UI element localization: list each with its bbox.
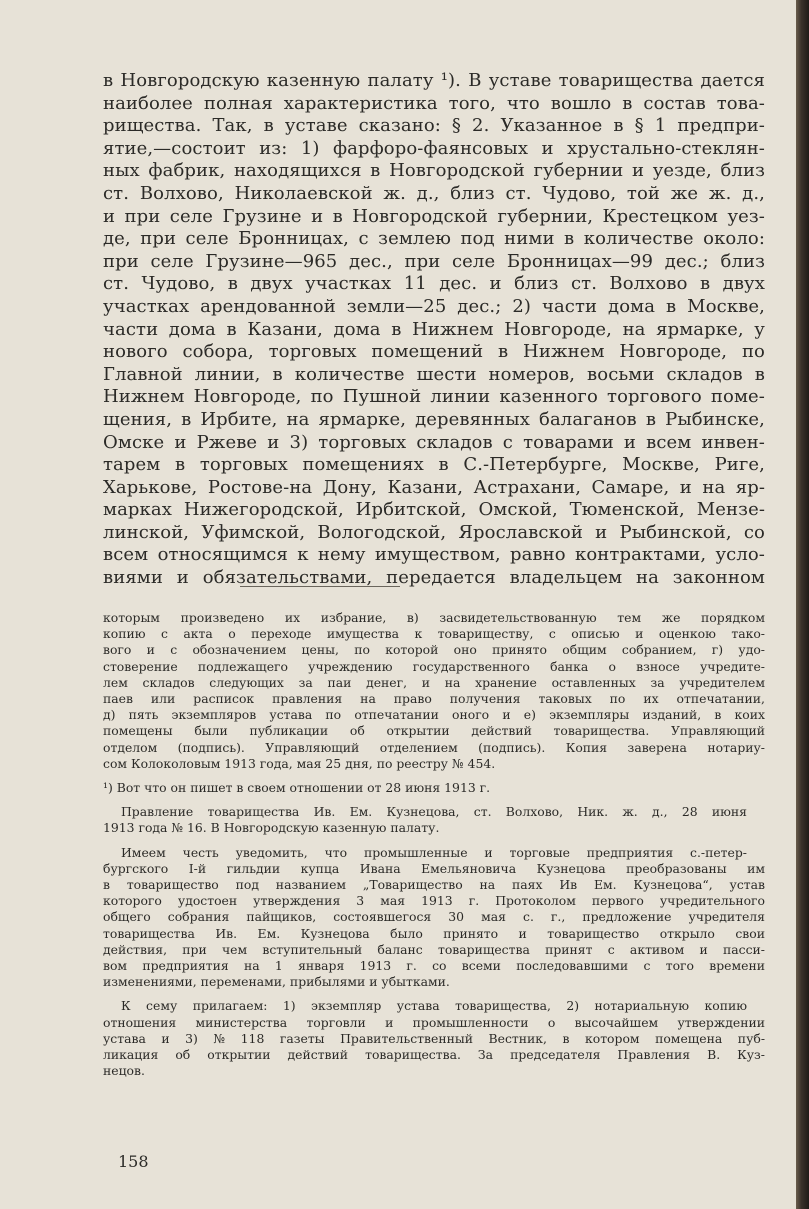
footnote-line: 1913 года № 16. В Новгородскую казенную палату. (103, 820, 440, 836)
text-line: линской, Уфимской, Вологодской, Ярославской и Рыбинской, со (103, 521, 765, 543)
footnote-line: действия, при чем вступительный баланс товарищества принят с активом и пасси- (103, 941, 765, 957)
text-line: в Новгородскую казенную палату ¹). В уставе товарищества дается (103, 70, 765, 91)
footnote-line: помещены были публикации об открытии действий товарищества. Управляющий (103, 723, 765, 739)
footnote-line: нецов. (103, 1063, 145, 1079)
footnote-line: лем складов следующих за паи денег, и на хранение оставленных за учредителем (103, 674, 765, 690)
text-line: ст. Волхово, Николаевской ж. д., близ ст. Чудово, той же ж. д., (103, 182, 765, 204)
paragraph-gap (103, 990, 765, 998)
footnote-line: ликация об открытии действий товарищества. За председателя Правления В. Куз- (103, 1047, 765, 1063)
footnotes (103, 610, 765, 1079)
footnote-line: в товарищество под названием „Товарищество на паях Ив Ем. Кузнецова“, устав (103, 877, 765, 893)
text-line: при селе Грузине—965 дес., при селе Бронницах—99 дес.; близ (103, 250, 765, 272)
footnote-line: стоверение подлежащего учреждению государственного банка о взносе учредите- (103, 658, 765, 674)
footnote-line: ¹) Вот что он пишет в своем отношении от 28 июня 1913 г. (103, 780, 491, 796)
text-line: Омске и Ржеве и 3) торговых складов с товарами и всем инвен- (103, 431, 765, 453)
footnote-line: д) пять экземпляров устава по отпечатании оного и е) экземпляры изданий, в коих (103, 707, 765, 723)
footnote-line: которым произведено их избрание, в) засвидетельствованную тем же порядком (103, 610, 765, 625)
text-line: ных фабрик, находящихся в Новгородской губернии и уезде, близ (103, 160, 765, 182)
paragraph-gap (103, 837, 765, 845)
footnote-line: сом Колоколовым 1913 года, мая 25 дня, по реестру № 454. (103, 755, 496, 771)
text-line: де, при селе Бронницах, с землею под ними в количестве около: (103, 228, 765, 250)
footnote-line: отделом (подпись). Управляющий отделением (подпись). Копия заверена нотариу- (103, 739, 765, 755)
text-line: ятие,—состоит из: 1) фарфоро-фаянсовых и хрустально-стеклян- (103, 137, 765, 159)
footnote-line: вом предприятия на 1 января 1913 г. со всеми последовавшими с того времени (103, 958, 765, 974)
footnote-line: копию с акта о переходе имущества к товариществу, с описью и оценкою тако- (103, 626, 765, 642)
footnote-line: бургского I-й гильдии купца Ивана Емельяновича Кузнецова преобразованы им (103, 860, 765, 876)
text-line: нового собора, торговых помещений в Нижнем Новгороде, по (103, 341, 765, 363)
text-line: всем относящимся к нему имуществом, равно контрактами, усло- (103, 544, 765, 566)
text-line: наиболее полная характеристика того, что вошло в состав това- (103, 92, 765, 114)
text-line: части дома в Казани, дома в Нижнем Новгороде, на ярмарке, у (103, 318, 765, 340)
footnote-line: Правление товарищества Ив. Ем. Кузнецова, ст. Волхово, Ник. ж. д., 28 июня (121, 804, 747, 820)
footnote-line: Имеем честь уведомить, что промышленные и торговые предприятия с.-петер- (121, 844, 747, 860)
text-line: ст. Чудово, в двух участках 11 дес. и близ ст. Волхово в двух (103, 273, 765, 295)
footnote-line: общего собрания пайщиков, состоявшегося 30 мая с. г., предложение учредителя (103, 909, 765, 925)
footnote-line: вого и с обозначением цены, по которой оно принято общим собранием, г) удо- (103, 642, 765, 658)
main-text (103, 70, 765, 590)
footnote-line: К сему прилагаем: 1) экземпляр устава товарищества, 2) нотариальную копию (121, 998, 747, 1014)
book-spine-edge (796, 0, 809, 1209)
text-line: и при селе Грузине и в Новгородской губернии, Крестецком уез- (103, 205, 765, 227)
text-line: участках арендованной земли—25 дес.; 2) части дома в Москве, (103, 295, 765, 317)
text-line: тарем в торговых помещениях в С.-Петербурге, Москве, Риге, (103, 454, 765, 476)
text-line: рищества. Так, в уставе сказано: § 2. Указанное в § 1 предпри- (103, 115, 765, 137)
footnote-line: паев или расписок правления на право получения таковых по их отпечатании, (103, 691, 765, 707)
footnote-line: изменениями, переменами, прибылями и убытками. (103, 974, 450, 990)
text-line: Нижнем Новгороде, по Пушной линии казенного торгового поме- (103, 386, 765, 408)
footnote-line: устава и 3) № 118 газеты Правительственный Вестник, в котором помещена пуб- (103, 1030, 765, 1046)
text-line: марках Нижегородской, Ирбитской, Омской, Тюменской, Мензе- (103, 499, 765, 521)
footnote-line: которого удостоен утверждения 3 мая 1913 г. Протоколом первого учредительного (103, 893, 765, 909)
text-line: Главной линии, в количестве шести номеров, восьми складов в (103, 363, 765, 385)
footnote-line: отношения министерства торговли и промышленности о высочайшем утверждении (103, 1014, 765, 1030)
text-line: виями и обязательствами, передается владельцем на законном (103, 567, 765, 589)
text-line: щения, в Ирбите, на ярмарке, деревянных балаганов в Рыбинске, (103, 408, 765, 430)
page-number: 158 (118, 1152, 149, 1171)
text-line: Харькове, Ростове-на Дону, Казани, Астрахани, Самаре, и на яр- (103, 476, 765, 498)
footnote-separator (240, 586, 400, 587)
paragraph-gap (103, 772, 765, 780)
paragraph-gap (103, 796, 765, 804)
footnote-line: товарищества Ив. Ем. Кузнецова было принято и товарищество открыло свои (103, 925, 765, 941)
